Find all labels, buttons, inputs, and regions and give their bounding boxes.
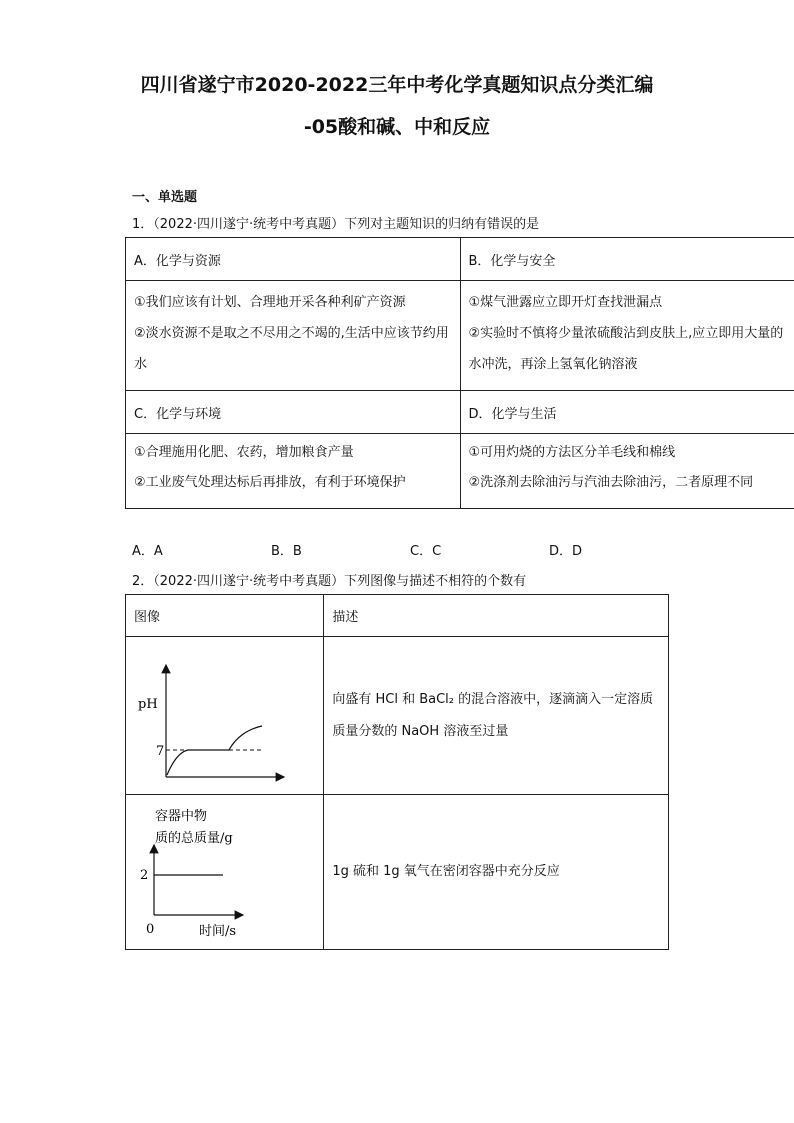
description-row-1: 向盛有 HCl 和 BaCl₂ 的混合溶液中，逐滴滴入一定溶质质量分数的 NaOH 溶液至过量	[324, 637, 669, 795]
section-heading: 一、单选题	[132, 190, 198, 205]
column-header-description: 描述	[324, 595, 669, 637]
y-axis-label-line1: 容器中物	[155, 809, 208, 824]
option-a-content	[126, 281, 461, 391]
option-c-content	[126, 434, 461, 509]
option-a-item-1: ①我们应该有计划、合理地开采各种利矿产资源	[134, 295, 406, 310]
y-axis-label-line2: 质的总质量/g	[155, 831, 233, 846]
option-c-item-1: ①合理施用化肥、农药，增加粮食产量	[134, 445, 354, 460]
x-axis-label: 时间/s	[199, 924, 237, 939]
doc-title-line2: -05酸和碱、中和反应	[303, 116, 491, 138]
graph-mass-vs-time	[126, 795, 323, 949]
option-c-heading: C．化学与环境	[126, 391, 461, 434]
question-2-table	[125, 594, 669, 950]
option-d-item-2: ②洗涤剂去除油污与汽油去除油污，二者原理不同	[468, 475, 754, 490]
option-b-heading: B．化学与安全	[460, 238, 794, 281]
y-tick-7: 7	[156, 744, 165, 759]
option-a-item-2: ②淡水资源不是取之不尽用之不竭的,生活中应该节约用水	[134, 326, 449, 372]
option-d-content	[460, 434, 794, 509]
option-d-item-1: ①可用灼烧的方法区分羊毛线和棉线	[468, 445, 676, 460]
option-b-item-1: ①煤气泄露应立即开灯查找泄漏点	[468, 295, 663, 310]
option-d-heading: D．化学与生活	[460, 391, 794, 434]
answer-option-b[interactable]: B．B	[271, 544, 302, 559]
option-b-item-2: ②实验时不慎将少量浓硫酸沾到皮肤上,应立即用大量的水冲洗，再涂上氢氧化钠溶液	[468, 326, 784, 372]
description-row-2: 1g 硫和 1g 氧气在密闭容器中充分反应	[324, 795, 669, 950]
option-a-heading: A．化学与资源	[126, 238, 461, 281]
graph-mass-cell	[126, 795, 324, 950]
answer-option-a[interactable]: A．A	[132, 544, 163, 559]
origin-label: 0	[146, 922, 155, 937]
option-b-content	[460, 281, 794, 391]
answer-option-c[interactable]: C．C	[410, 544, 442, 559]
question-2-stem: 2．（2022·四川遂宁·统考中考真题）下列图像与描述不相符的个数有	[132, 574, 527, 589]
answer-option-d[interactable]: D．D	[549, 544, 583, 559]
option-c-item-2: ②工业废气处理达标后再排放，有利于环境保护	[134, 475, 406, 490]
graph-ph-vs-naoh	[126, 637, 323, 794]
y-axis-label: pH	[138, 697, 158, 712]
column-header-image: 图像	[126, 595, 324, 637]
question-1-stem: 1．（2022·四川遂宁·统考中考真题）下列对主题知识的归纳有错误的是	[132, 217, 540, 232]
question-1-table	[125, 237, 794, 509]
graph-ph-cell	[126, 637, 324, 795]
y-tick-2: 2	[140, 868, 149, 883]
doc-title-line1: 四川省遂宁市2020-2022三年中考化学真题知识点分类汇编	[140, 74, 654, 96]
